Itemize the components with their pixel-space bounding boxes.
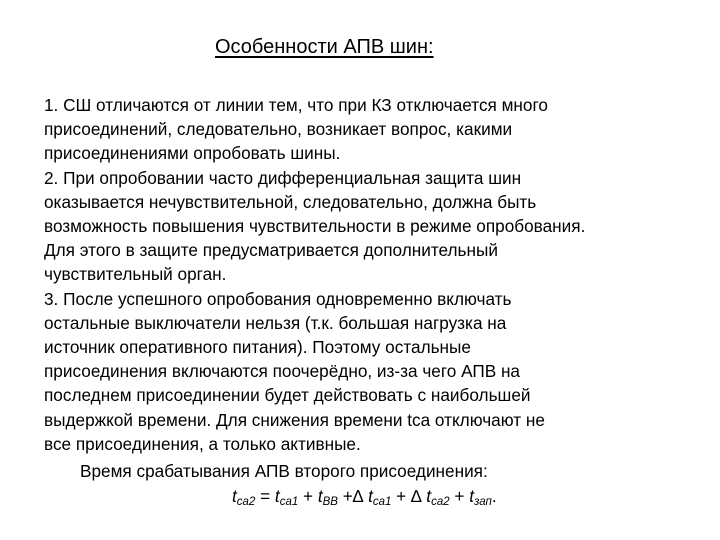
formula-term: t <box>274 486 280 506</box>
formula-subscript: зап <box>474 496 492 508</box>
text-line: 1. СШ отличаются от линии тем, что при КЗ отключается много <box>44 95 548 115</box>
text-line: чувствительный орган. <box>44 264 227 285</box>
formula-term: t <box>232 486 237 506</box>
text-line: 2. При опробовании часто дифференциальная защита шин <box>44 167 522 188</box>
formula-subscript: ВВ <box>322 496 338 508</box>
text-line: выдержкой времени. Для снижения времени tca отключают не <box>44 409 545 430</box>
delta-symbol: ∆ <box>411 486 427 506</box>
formula-subscript: са1 <box>279 496 299 508</box>
formula-term: t <box>317 486 323 506</box>
text-line: все присоединения, а только активные. <box>44 433 361 454</box>
body-paragraph <box>44 93 714 456</box>
formula <box>232 486 497 508</box>
text-line: присоединениями опробовать шины. <box>44 143 341 164</box>
text-line: Для этого в защите предусматривается дополнительный <box>44 240 498 261</box>
formula-operator: = <box>255 486 275 506</box>
text-line: присоединений, следовательно, возникает вопрос, какими <box>44 119 513 140</box>
text-line: последнем присоединении будет действовать с наибольшей <box>44 385 531 406</box>
formula-operator: + <box>449 486 470 506</box>
formula-caption: Время срабатывания АПВ второго присоединения: <box>80 461 488 481</box>
formula-term: t <box>368 486 373 506</box>
formula-subscript: са1 <box>372 496 392 508</box>
formula-term: t <box>426 486 432 506</box>
delta-symbol: ∆ <box>352 486 369 506</box>
formula-term: t <box>469 486 474 506</box>
text-line: присоединения включаются поочерёдно, из-за чего АПВ на <box>44 361 520 382</box>
slide-title: Особенности АПВ шин: <box>215 36 434 58</box>
formula-operator: + <box>298 486 318 506</box>
text-line: 3. После успешного опробования одновременно включать <box>44 288 512 309</box>
text-line: остальные выключатели нельзя (т.к. большая нагрузка на <box>44 312 507 333</box>
text-line: оказывается нечувствительной, следовательно, должна быть <box>44 191 537 212</box>
formula-subscript: са2 <box>236 496 256 508</box>
formula-operator: + <box>391 486 411 506</box>
formula-subscript: са2 <box>431 496 450 508</box>
formula-operator: + <box>337 486 353 506</box>
text-line: источник оперативного питания). Поэтому остальные <box>44 337 471 358</box>
formula-end: . <box>491 486 497 506</box>
text-line: возможность повышения чувствительности в режиме опробования. <box>44 216 586 237</box>
